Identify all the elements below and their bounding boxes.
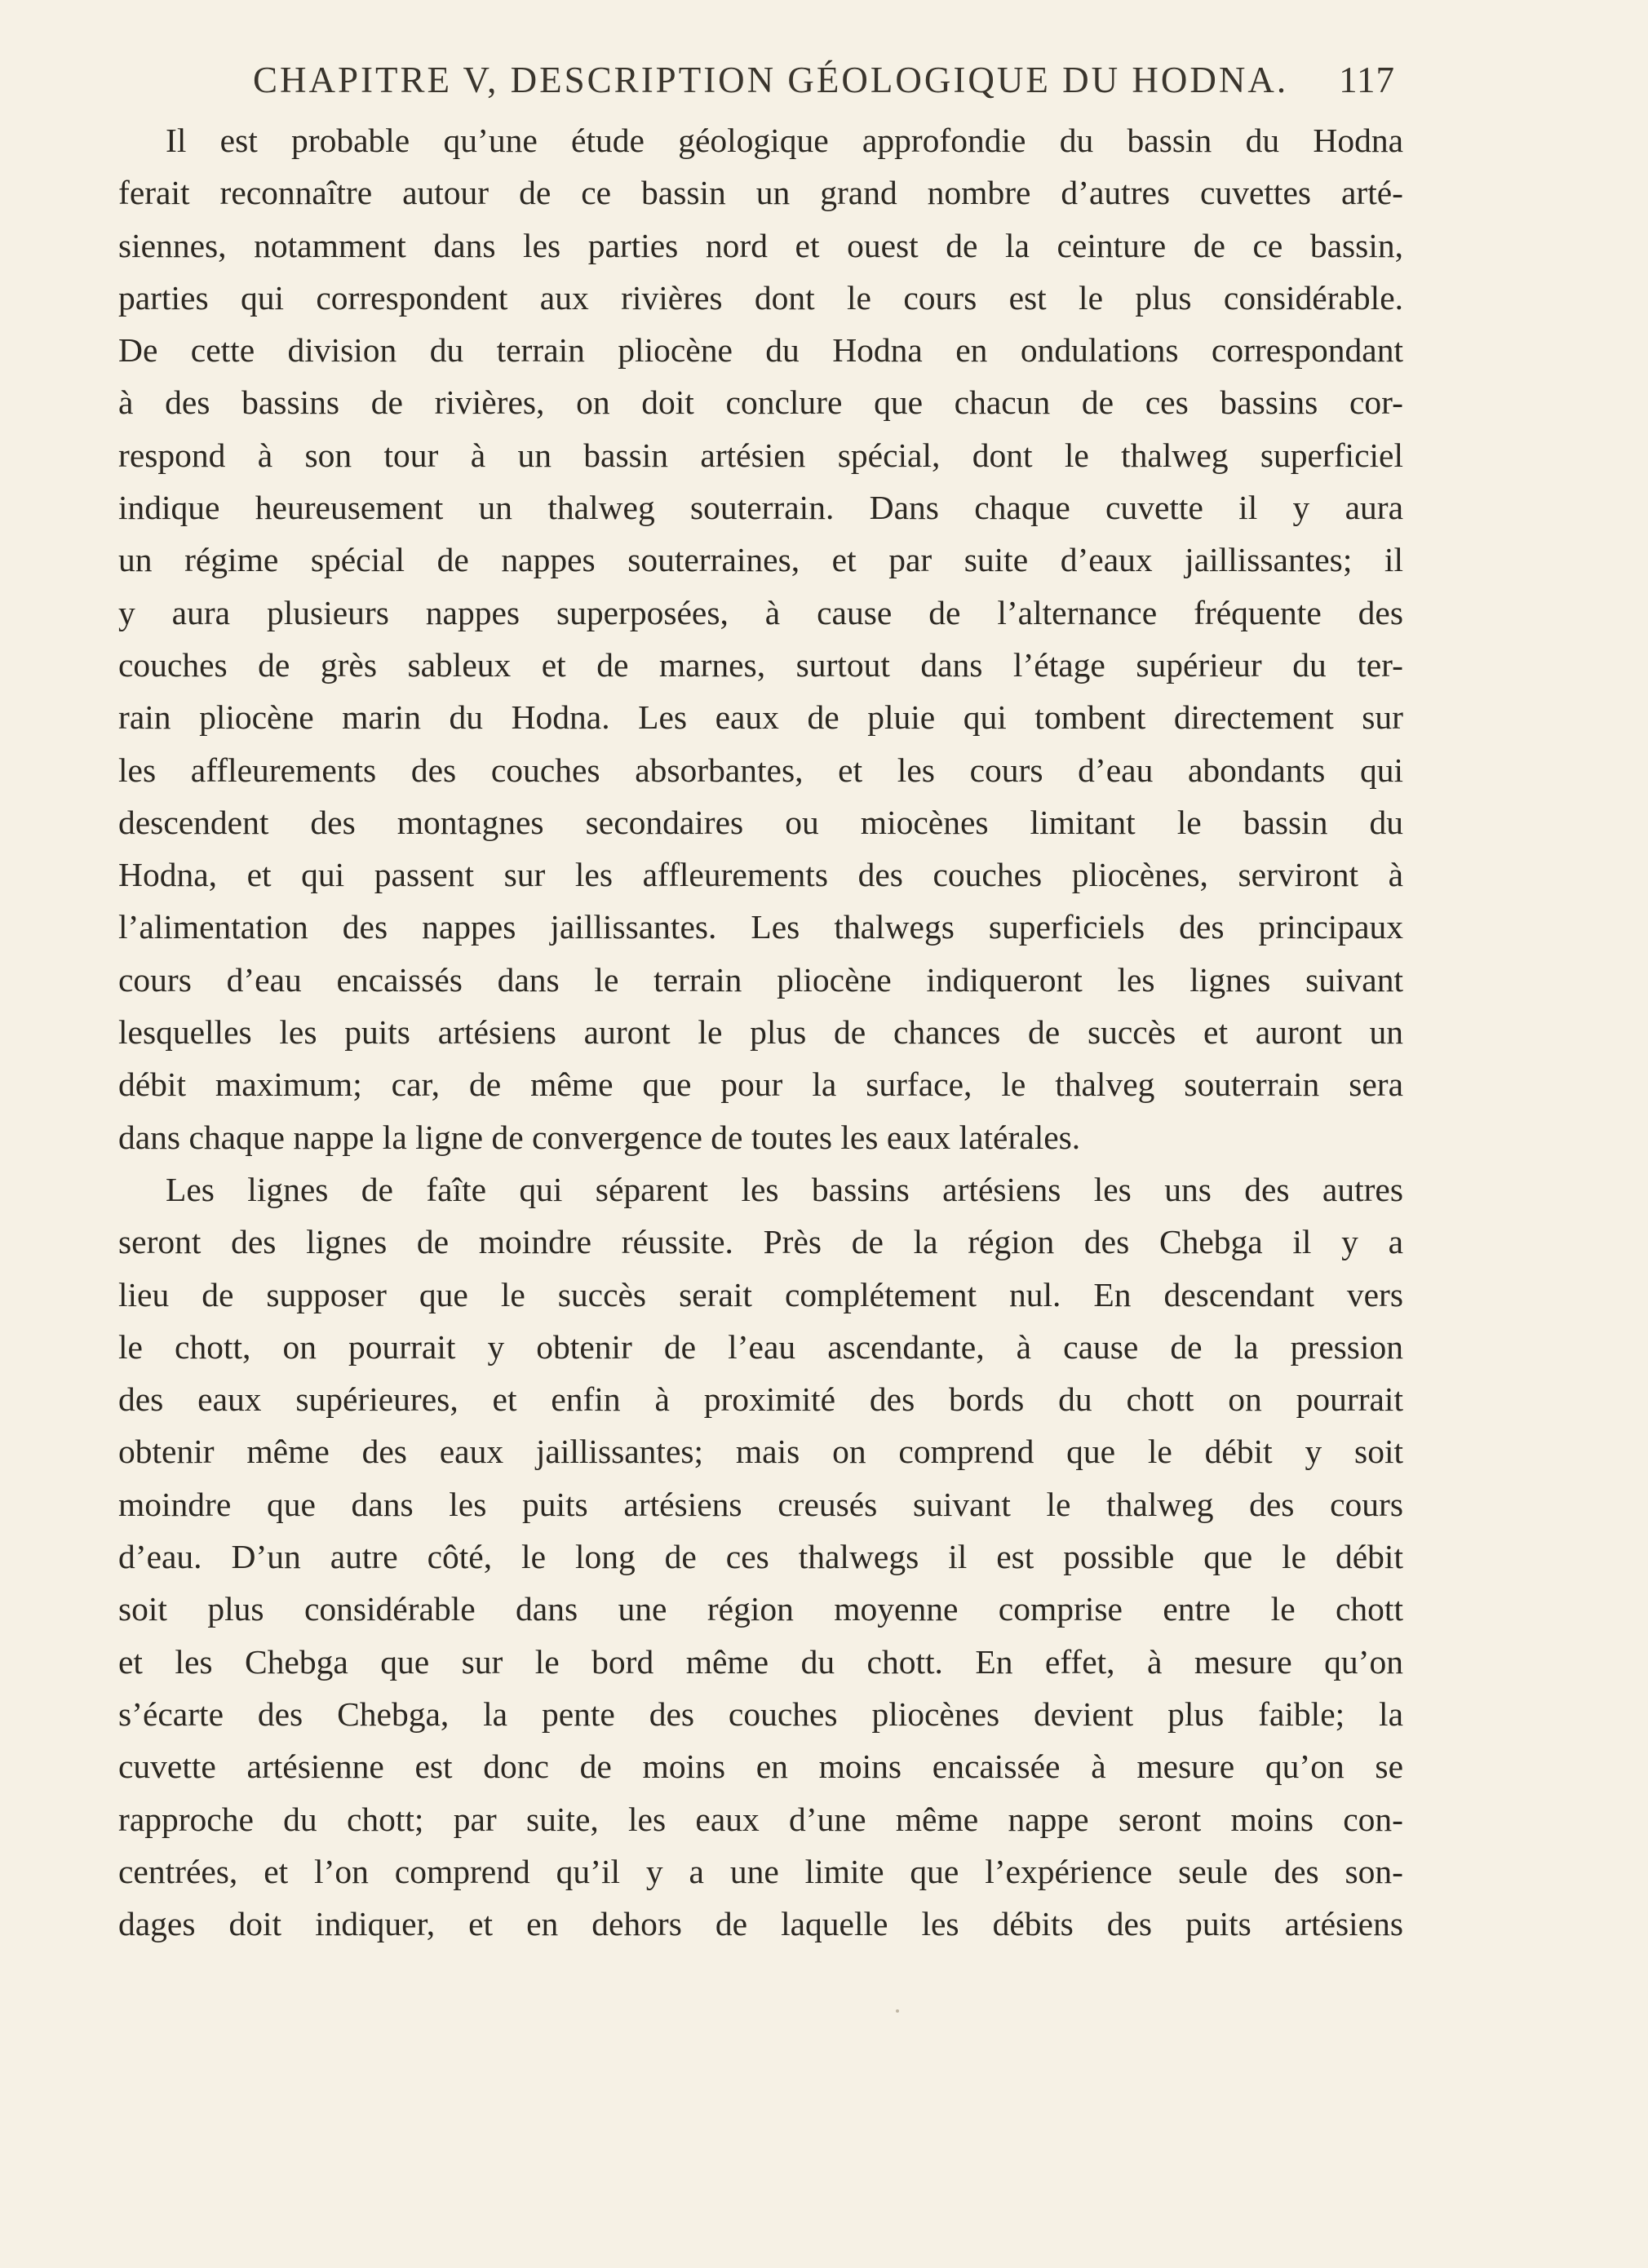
running-head: [253, 59, 1395, 111]
body-text: [118, 114, 1403, 1950]
text-line: un régime spécial de nappes souterraines, et par suite d’eaux jaillissantes; il: [118, 541, 1403, 579]
text-line: le chott, on pourrait y obtenir de l’eau ascendante, à cause de la pression: [118, 1327, 1403, 1366]
paragraph-1: [118, 114, 1403, 1163]
text-line: dages doit indiquer, et en dehors de laquelle les débits des puits artésiens: [118, 1905, 1403, 1943]
paragraph-2: [118, 1163, 1403, 1950]
text-line: rapproche du chott; par suite, les eaux d’une même nappe seront moins con-: [118, 1800, 1403, 1838]
text-line: cuvette artésienne est donc de moins en moins encaissée à mesure qu’on se: [118, 1748, 1403, 1786]
text-line: indique heureusement un thalweg souterrain. Dans chaque cuvette il y aura: [118, 489, 1403, 527]
text-line: lesquelles les puits artésiens auront le plus de chances de succès et auront un: [118, 1013, 1403, 1052]
text-line: s’écarte des Chebga, la pente des couches pliocènes devient plus faible; la: [118, 1694, 1403, 1733]
text-line: débit maximum; car, de même que pour la surface, le thalveg souterrain sera: [118, 1065, 1403, 1104]
text-line: De cette division du terrain pliocène du Hodna en ondulations correspondant: [118, 331, 1403, 370]
text-line: Il est probable qu’une étude géologique approfondie du bassin du Hodna: [166, 122, 1403, 159]
text-line: seront des lignes de moindre réussite. Près de la région des Chebga il y a: [118, 1223, 1403, 1261]
text-line: cours d’eau encaissés dans le terrain pliocène indiqueront les lignes suivant: [118, 960, 1403, 999]
text-line: à des bassins de rivières, on doit conclure que chacun de ces bassins cor-: [118, 383, 1403, 422]
text-line: Hodna, et qui passent sur les affleurements des couches pliocènes, serviront à: [118, 856, 1403, 894]
text-line: parties qui correspondent aux rivières dont le cours est le plus considérable.: [118, 278, 1403, 317]
text-line: des eaux supérieures, et enfin à proximité des bords du chott on pourrait: [118, 1380, 1403, 1419]
text-line: obtenir même des eaux jaillissantes; mais on comprend que le débit y soit: [118, 1433, 1403, 1471]
text-line: moindre que dans les puits artésiens creusés suivant le thalweg des cours: [118, 1485, 1403, 1523]
text-line: ferait reconnaître autour de ce bassin un grand nombre d’autres cuvettes arté-: [118, 174, 1403, 212]
text-line: respond à son tour à un bassin artésien spécial, dont le thalweg superficiel: [118, 436, 1403, 474]
text-line: couches de grès sableux et de marnes, surtout dans l’étage supérieur du ter-: [118, 645, 1403, 684]
text-line: y aura plusieurs nappes superposées, à cause de l’alternance fréquente des: [118, 593, 1403, 631]
text-line: les affleurements des couches absorbantes, et les cours d’eau abondants qui: [118, 751, 1403, 789]
page-number: 117: [1339, 60, 1395, 100]
text-line: centrées, et l’on comprend qu’il y a une limite que l’expérience seule des son-: [118, 1852, 1403, 1890]
text-line: soit plus considérable dans une région moyenne comprise entre le chott: [118, 1590, 1403, 1628]
text-line: dans chaque nappe la ligne de convergence de toutes les eaux latérales.: [118, 1118, 1081, 1156]
text-line: l’alimentation des nappes jaillissantes. Les thalwegs superficiels des principaux: [118, 908, 1403, 946]
text-line: lieu de supposer que le succès serait complétement nul. En descendant vers: [118, 1275, 1403, 1313]
text-line: siennes, notamment dans les parties nord et ouest de la ceinture de ce bassin,: [118, 226, 1403, 264]
text-line: rain pliocène marin du Hodna. Les eaux de pluie qui tombent directement sur: [118, 698, 1403, 737]
text-line: et les Chebga que sur le bord même du chott. En effet, à mesure qu’on: [118, 1642, 1403, 1681]
text-line: Les lignes de faîte qui séparent les bassins artésiens les uns des autres: [166, 1170, 1403, 1208]
text-line: descendent des montagnes secondaires ou miocènes limitant le bassin du: [118, 803, 1403, 841]
chapter-title: CHAPITRE V, DESCRIPTION GÉOLOGIQUE DU HODNA.: [253, 60, 1289, 100]
text-line: d’eau. D’un autre côté, le long de ces thalwegs il est possible que le débit: [118, 1538, 1403, 1576]
paper-speck: [896, 2009, 899, 2013]
